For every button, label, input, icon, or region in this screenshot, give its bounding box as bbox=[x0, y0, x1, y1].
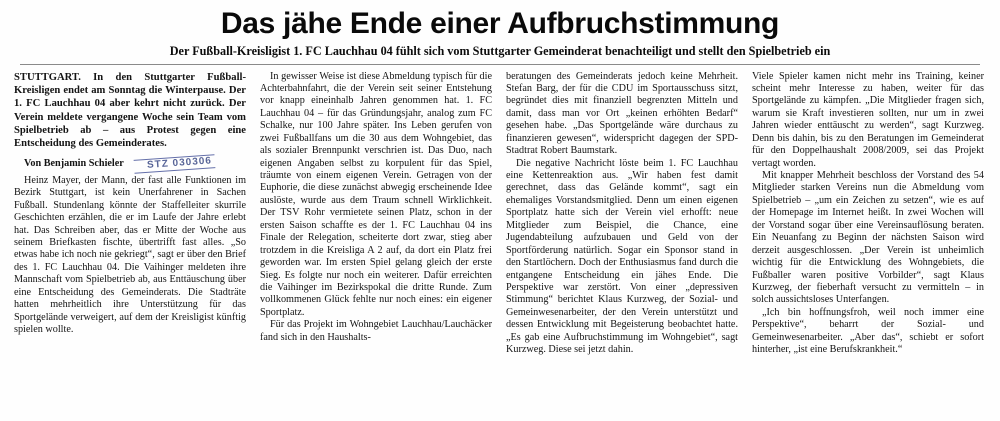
byline-text: Von Benjamin Schieler bbox=[24, 157, 124, 169]
body-paragraph: In gewisser Weise ist diese Abmeldung typisch für die Achterbahnfahrt, die der Verein seit seiner Entstehung vor knapp eineinhalb Jahren genommen hat. 1. FC Lauchhau 04 – für das Gründungsjahr, analog zum FC Schalke, nur 100 Jahre später. Ins Leben gerufen von zwei Fußballfans um die 30 aus dem Wohngebiet, das als sozialer Brennpunkt verschrien ist. Das Duo, nach eigenen Angaben selbst zu korpulent für das Spiel, träumte von einem eigenen Verein. Getragen von der Euphorie, die diese zunächst abwegig erscheinende Idee auslöste, wurde aus dem Traum schnell Wirklichkeit. Der TSV Rohr vermietete seinen Platz, schon in der ersten Saison schaffte es der 1. FC Lauchhau 04 ins Finale der Relegation, scheiterte dort zwar, stieg aber trotzdem in die Kreisliga A 2 auf, da dort ein Platz frei geworden war. Im ersten Spiel gelang gleich der erste Sieg. Es folgte nur noch ein weiterer. Dafür erreichten die Vaihinger im Bezirkspokal die dritte Runde. Zum vollkommenen Glück fehlte nur noch eines: ein eigener Sportplatz. bbox=[260, 70, 492, 318]
body-paragraph: Die negative Nachricht löste beim 1. FC Lauchhau eine Kettenreaktion aus. „Wir haben fest damit gerechnet, dass das Gelände kommt“, sagt ein ehemaliges Vorstandsmitglied. Denn um einen eigenen Sportplatz hatte sich der Verein viel erhofft: neue Mitglieder zum Beispiel, die Chance, eine Jugendabteilung aufzubauen und Geld von der Sportförderung natürlich. Sogar ein Sponsor stand in den Startlöchern. Doch der Enthusiasmus fand durch die entgangene Entscheidung ein jähes Ende. Die Perspektive war zerstört. Von einer „depressiven Stimmung“ berichtet Klaus Kurzweg, der Sozial- und Gemeinwesenarbeiter, der den Verein unterstützt und dessen Entwicklung mit Begeisterung beobachtet hatte. „Es gab eine Aufbruchstimmung im Wohngebiet“, sagt Kurzweg. Diese sei jetzt dahin. bbox=[506, 157, 738, 356]
body-paragraph: Für das Projekt im Wohngebiet Lauchhau/Lauchäcker fand sich in den Haushalts- bbox=[260, 319, 492, 343]
header-divider bbox=[20, 64, 980, 65]
archive-stamp: STZ 030306 bbox=[133, 154, 215, 174]
article-column-4 bbox=[752, 71, 984, 357]
byline bbox=[14, 154, 246, 171]
article-column-3 bbox=[506, 71, 738, 357]
body-paragraph: „Ich bin hoffnungsfroh, weil noch immer eine Perspektive“, beharrt der Sozial- und Gemeinwesenarbeiter. „Aber das“, schiebt er sofort hinterher, „ist eine Berufskrankheit.“ bbox=[752, 306, 984, 356]
body-paragraph: Viele Spieler kamen nicht mehr ins Training, keiner scheint mehr Interesse zu haben, weiter für das Sportgelände zu kämpfen. „Die Mitglieder fragen sich, warum sie Kraft investieren sollten, nur um in zwei Jahren wieder enttäuscht zu werden“, sagt Kurzweg. Denn bis dahin, bis zu den Beratungen im Gemeinderat für den Doppelhaushalt 2008/2009, sei das Projekt vertagt worden. bbox=[752, 70, 984, 169]
page-title: Das jähe Ende einer Aufbruchstimmung bbox=[220, 7, 780, 40]
body-paragraph: beratungen des Gemeinderats jedoch keine Mehrheit. Stefan Barg, der für die CDU im Sportausschuss sitzt, begründet dies mit finanziell begrenzten Mitteln und damit, dass man vor Ort „keinen erhöhten Bedarf“ gesehen habe. „Das Sportgelände wäre durchaus zu finanzieren gewesen“, widerspricht dagegen der SPD-Stadtrat Robert Baumstark. bbox=[506, 70, 738, 157]
lead-paragraph: STUTTGART. In den Stuttgarter Fußball-Kreisligen endet am Sonntag die Winterpause. Der 1. FC Lauchhau 04 aber kehrt nicht zurück. Der Verein meldete vergangene Woche sein Team vom Spielbetrieb ab – aus Protest gegen eine Entscheidung des Gemeinderates. bbox=[14, 71, 246, 150]
article-column-1 bbox=[14, 71, 246, 337]
article-subheadline: Der Fußball-Kreisligist 1. FC Lauchhau 04 fühlt sich vom Stuttgarter Gemeinderat benachteiligt und stellt den Spielbetrieb ein bbox=[169, 43, 831, 58]
body-paragraph: Heinz Mayer, der Mann, der fast alle Funktionen im Bezirk Stuttgart, ist kein Unerfahrener in Sachen Fußball. Stundenlang könnte der Staffelleiter skurrile Geschichten erzählen, die er im Laufe der Jahre erlebt hat. Das Schreiben aber, das er Mitte der Woche aus seinem Briefkasten fischte, übertrifft fast alles. „So etwas habe ich noch nie gekriegt“, sagt er über den Brief des 1. FC Lauchhau 04. Die Vaihinger meldeten ihre Mannschaft vom Spielbetrieb ab, aus Enttäuschung über eine Entscheidung des Gemeinderats. Die Stadträte hatten mehrheitlich ihre Unterstützung für das Sportgelände verweigert, auf dem der Kreisligist künftig spielen wollte. bbox=[14, 174, 246, 336]
body-paragraph: Mit knapper Mehrheit beschloss der Vorstand des 54 Mitglieder starken Vereins nun die Abmeldung vom Spielbetrieb – „um ein Zeichen zu setzen“, wie es auf der Homepage im Internet heißt. In zwei Wochen will der Vorstand sogar über eine Vereinsauflösung beraten. Ein Neuanfang zu Beginn der nächsten Saison wird derzeit ausgeschlossen. „Der Verein ist unheimlich wichtig für die Entwicklung des Wohngebiets, die Fußballer waren positive Vorbilder“, sagt Klaus Kurzweg, der fieberhaft versucht zu vermitteln – in solch aussichtsloses Unterfangen. bbox=[752, 170, 984, 306]
article-columns bbox=[14, 71, 986, 357]
article-column-2 bbox=[260, 71, 492, 345]
